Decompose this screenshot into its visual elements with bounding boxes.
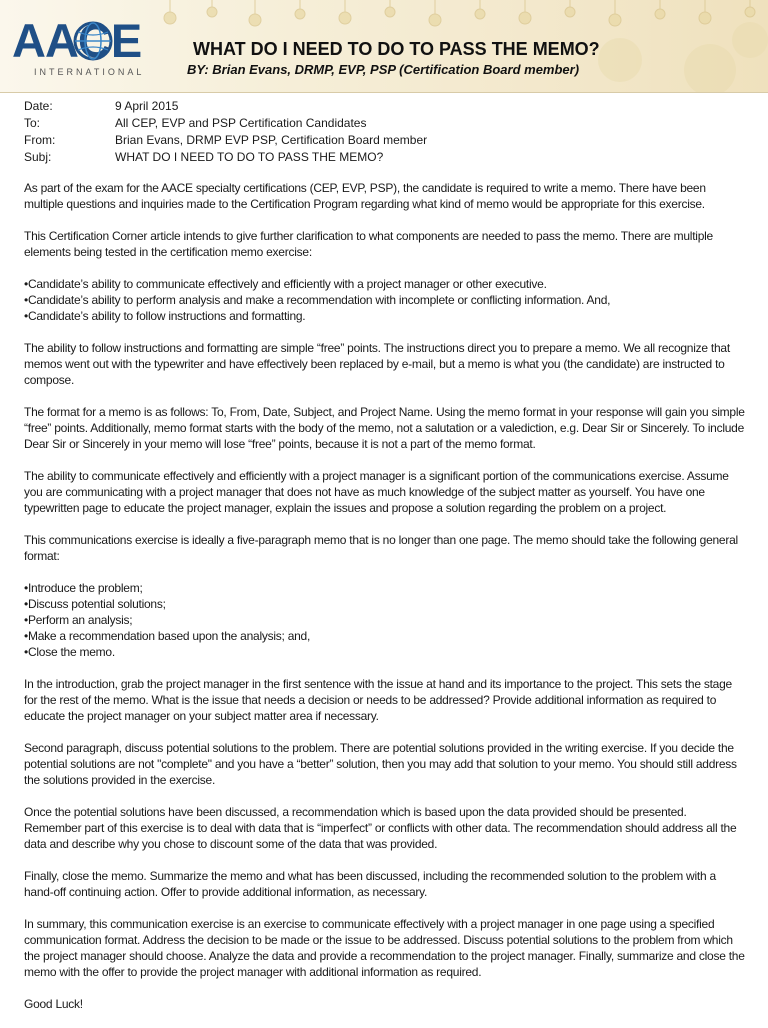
body-paragraph: The ability to communicate effectively and efficiently with a project manager is a significant portion of the communications exercise. Assume you are communicating with a project manager that does not have as much knowledge of the subject matter as yourself. You have one typewritten page to educate the project manager, explain the issues and propose a solution regarding the problem on a project. <box>24 469 729 515</box>
body-paragraph: In summary, this communication exercise is an exercise to communicate effectively with a project manager in one page using a specified communication format. Address the decision to be made or the issue to be addressed. Discuss potential solutions to the problem from which the project manager should choose. Analyze the data and provide a recommendation to the project manager. Finally, summarize and close the memo with the offer to provide the project manager with additional information as required. <box>24 917 745 979</box>
body-paragraph: This Certification Corner article intends to give further clarification to what components are needed to pass the memo. There are multiple elements being tested in the certification memo exercise: <box>24 229 713 259</box>
memo-header-value: 9 April 2015 <box>115 99 179 113</box>
closing-line: Good Luck! <box>24 997 83 1011</box>
body-paragraph: As part of the exam for the AACE specialty certifications (CEP, EVP, PSP), the candidate is required to write a memo. There have been multiple questions and inquiries made to the Certification Program regarding what kind of memo would be appropriate for this exercise. <box>24 181 706 211</box>
list-item: • Candidate’s ability to communicate effectively and efficiently with a project manager or other executive. <box>24 276 746 292</box>
list-item: • Discuss potential solutions; <box>24 596 746 612</box>
list-item: • Close the memo. <box>24 644 746 660</box>
byline: BY: Brian Evans, DRMP, EVP, PSP (Certification Board member) <box>187 62 580 77</box>
body-paragraph: The format for a memo is as follows: To, From, Date, Subject, and Project Name. Using the memo format in your response will gain you simple “free” points. Additionally, memo format starts with the body of the memo, not a salutation or a valediction, e.g. Dear Sir or Sincerely. To include Dear Sir or Sincerely in your memo will lose “free” points, because it is not a part of the memo format. <box>24 405 745 451</box>
memo-body <box>24 180 746 1028</box>
memo-header-row <box>24 98 744 115</box>
globe-icon <box>72 20 114 62</box>
list-item: • Candidate’s ability to perform analysis and make a recommendation with incomplete or conflicting information. And, <box>24 292 746 308</box>
header-banner <box>0 0 768 93</box>
memo-header-row <box>24 149 744 166</box>
aace-logo <box>12 16 182 80</box>
memo-header <box>24 98 744 166</box>
page-title: WHAT DO I NEED TO DO TO PASS THE MEMO? <box>193 39 600 59</box>
elements-list <box>24 276 746 324</box>
list-item: • Candidate’s ability to follow instructions and formatting. <box>24 308 746 324</box>
memo-header-row <box>24 132 744 149</box>
body-paragraph: Finally, close the memo. Summarize the memo and what has been discussed, including the recommended solution to the problem with a hand-off continuing action. Offer to provide additional information, as necessary. <box>24 869 716 899</box>
body-paragraph: In the introduction, grab the project manager in the first sentence with the issue at hand and its importance to the project. This sets the stage for the rest of the memo. What is the issue that needs a decision or needs to be addressed? Provide additional information as required to educate the project manager on your subject matter area if necessary. <box>24 677 732 723</box>
memo-header-value: All CEP, EVP and PSP Certification Candidates <box>115 116 367 130</box>
memo-header-label: From: <box>24 133 56 147</box>
memo-header-value: WHAT DO I NEED TO DO TO PASS THE MEMO? <box>115 150 384 164</box>
memo-header-row <box>24 115 744 132</box>
memo-header-label: Subj: <box>24 150 52 164</box>
list-item: • Perform an analysis; <box>24 612 746 628</box>
memo-header-label: Date: <box>24 99 53 113</box>
logo-wordmark: AACE <box>12 14 142 67</box>
body-paragraph: The ability to follow instructions and formatting are simple “free” points. The instructions direct you to prepare a memo. We all recognize that memos went out with the typewriter and have effectively been replaced by e-mail, but a memo is what you (the candidate) are instructed to compose. <box>24 341 730 387</box>
memo-header-value: Brian Evans, DRMP EVP PSP, Certification Board member <box>115 133 428 147</box>
body-paragraph: Second paragraph, discuss potential solutions to the problem. There are potential solutions provided in the writing exercise. If you decide the potential solutions are not "complete" and you have a “better” solution, then you may add that solution to your memo. You should still address the solutions provided in the exercise. <box>24 741 737 787</box>
format-list <box>24 580 746 660</box>
list-item: • Introduce the problem; <box>24 580 746 596</box>
list-item: • Make a recommendation based upon the analysis; and, <box>24 628 746 644</box>
body-paragraph: Once the potential solutions have been discussed, a recommendation which is based upon the data provided should be presented. Remember part of this exercise is to deal with data that is “imperfect” or conflicts with other data. The recommendation should address all the data and describe why you chose to discount some of the data that was provided. <box>24 805 737 851</box>
body-paragraph: This communications exercise is ideally a five-paragraph memo that is no longer than one page. The memo should take the following general format: <box>24 533 738 563</box>
memo-header-label: To: <box>24 116 41 130</box>
logo-subtext: INTERNATIONAL <box>34 67 145 77</box>
